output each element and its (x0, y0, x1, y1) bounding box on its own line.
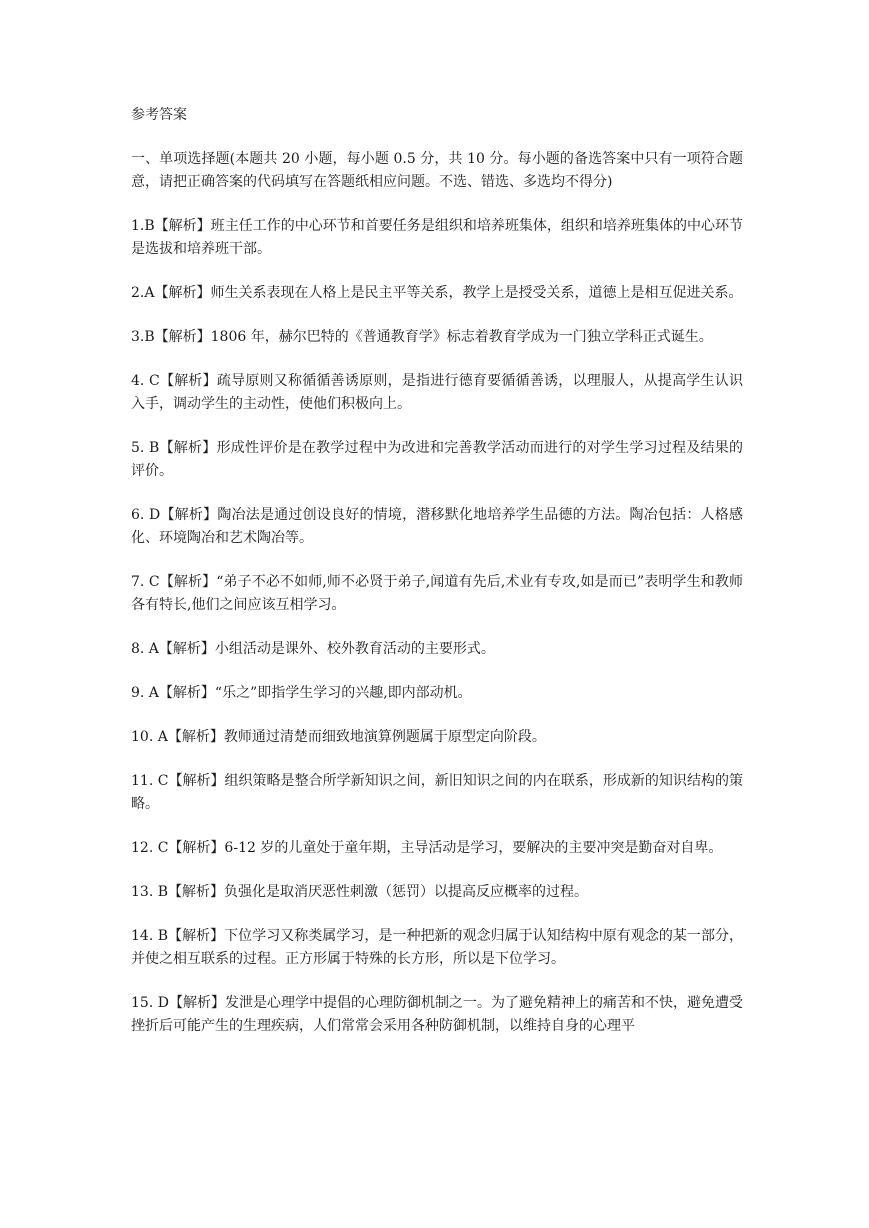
answer-item: 8. A【解析】小组活动是课外、校外教育活动的主要形式。 (131, 641, 495, 657)
answer-item: 13. B【解析】负强化是取消厌恶性刺激（惩罚）以提高反应概率的过程。 (131, 884, 589, 900)
section-heading: 一、单项选择题(本题共 20 小题，每小题 0.5 分，共 10 分。每小题的备选答案中只有一项符合题意，请把正确答案的代码填写在答题纸相应问题。不选、错选、多选均不得分) (131, 151, 743, 190)
answer-item: 6. D【解析】陶冶法是通过创设良好的情境，潜移默化地培养学生品德的方法。陶冶包括：人格感化、环境陶冶和艺术陶冶等。 (131, 507, 743, 546)
answer-item: 5. B【解析】形成性评价是在教学过程中为改进和完善教学活动而进行的对学生学习过程及结果的评价。 (131, 440, 743, 479)
document-body (131, 104, 743, 1038)
answer-item: 4. C【解析】疏导原则又称循循善诱原则，是指进行德育要循循善诱，以理服人，从提高学生认识入手，调动学生的主动性，使他们积极向上。 (131, 373, 743, 412)
page-title: 参考答案 (131, 107, 187, 123)
answer-item: 3.B【解析】1806 年，赫尔巴特的《普通教育学》标志着教育学成为一门独立学科正式诞生。 (131, 329, 713, 345)
answer-item: 14. B【解析】下位学习又称类属学习，是一种把新的观念归属于认知结构中原有观念的某一部分，并使之相互联系的过程。正方形属于特殊的长方形，所以是下位学习。 (131, 928, 743, 967)
answer-item: 15. D【解析】发泄是心理学中提倡的心理防御机制之一。为了避免精神上的痛苦和不快，避免遭受挫折后可能产生的生理疾病，人们常常会采用各种防御机制，以维持自身的心理平 (131, 995, 743, 1034)
answer-item: 1.B【解析】班主任工作的中心环节和首要任务是组织和培养班集体，组织和培养班集体的中心环节是选拔和培养班干部。 (131, 218, 743, 257)
answer-item: 2.A【解析】师生关系表现在人格上是民主平等关系，教学上是授受关系，道德上是相互促进关系。 (131, 285, 743, 301)
answer-item: 11. C【解析】组织策略是整合所学新知识之间，新旧知识之间的内在联系，形成新的知识结构的策略。 (131, 773, 743, 812)
answer-item: 7. C【解析】“弟子不必不如师,师不必贤于弟子,闻道有先后,术业有专攻,如是而已”表明学生和教师各有特长,他们之间应该互相学习。 (131, 574, 743, 613)
answer-item: 12. C【解析】6-12 岁的儿童处于童年期，主导活动是学习，要解决的主要冲突是勤奋对自卑。 (131, 840, 723, 856)
answer-item: 9. A【解析】“乐之”即指学生学习的兴趣,即内部动机。 (131, 685, 472, 701)
answer-item: 10. A【解析】教师通过清楚而细致地演算例题属于原型定向阶段。 (131, 729, 546, 745)
